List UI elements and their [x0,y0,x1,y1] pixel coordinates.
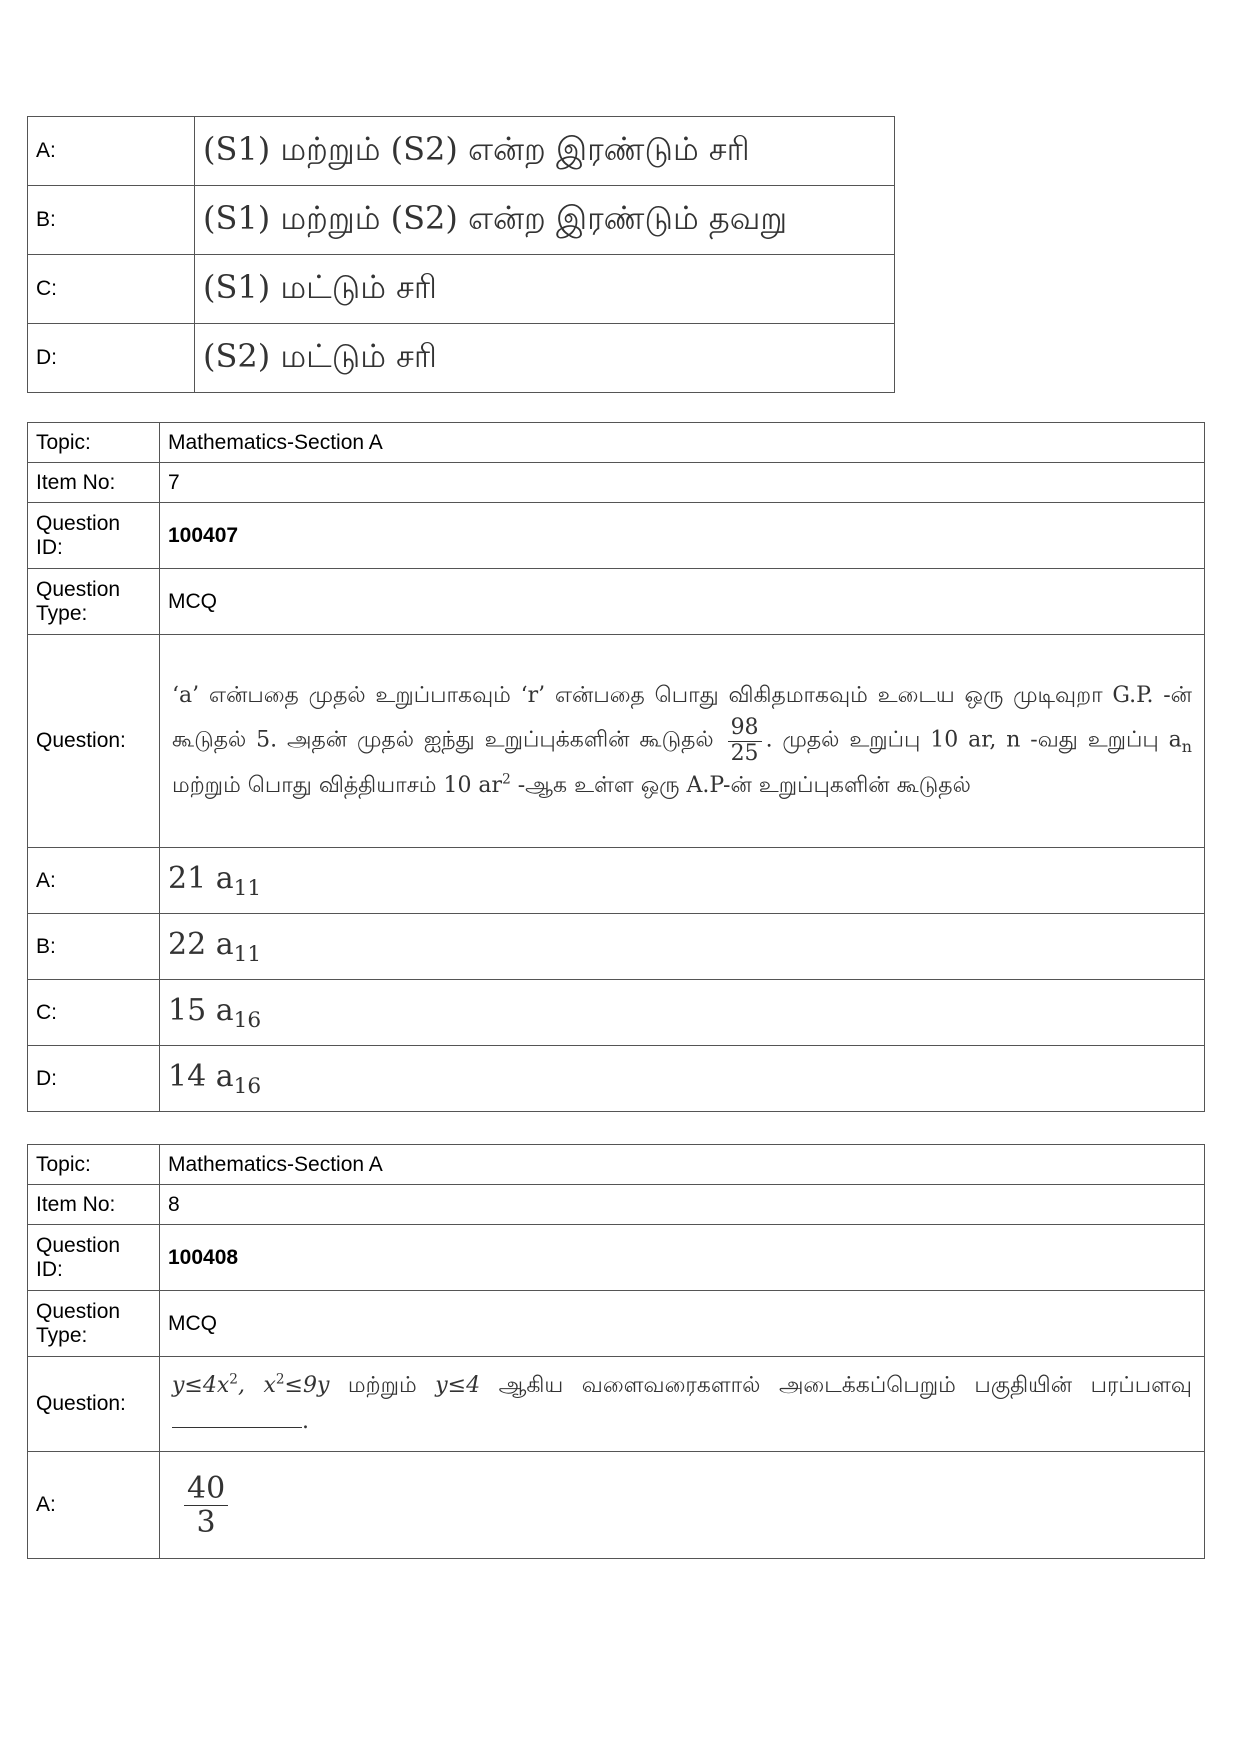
option-text: (S1) மற்றும் (S2) என்ற இரண்டும் தவறு [195,186,895,255]
option-label: C: [28,980,160,1046]
option-text: (S2) மட்டும் சரி [195,324,895,393]
subscript: n [1181,737,1192,757]
fraction [728,716,762,765]
option-text: (S1) மட்டும் சரி [195,255,895,324]
option-value [160,848,1205,914]
option-variable: a [215,926,234,962]
question-label: Question: [28,1357,160,1452]
question-part: ‘a’ என்பதை முதல் உறுப்பாகவும் ‘r’ என்பதை பொது விகிதமாகவும் உடைய ஒரு முடிவுறா G.P. -ன் கூடுதல் 5. அதன் முதல் ஐந்து உறுப்புக்களின் கூடுதல் [172,682,1192,753]
option-row-a [28,1452,1205,1559]
item-row [28,1185,1205,1225]
fraction-numerator: 40 [184,1472,228,1506]
topic-value: Mathematics-Section A [160,1145,1205,1185]
question-part: மற்றும் [329,1372,436,1398]
option-variable: a [215,992,234,1028]
math-expression: ≤9y [284,1372,330,1398]
question-type-value: MCQ [160,569,1205,635]
question-part: -ஆக உள்ள ஒரு A.P-ன் உறுப்புகளின் கூடுதல் [510,772,971,798]
topic-value: Mathematics-Section A [160,423,1205,463]
math-expression: , x [237,1372,276,1398]
option-value [160,980,1205,1046]
item-value: 8 [160,1185,1205,1225]
option-label: A: [28,1452,160,1559]
option-value [160,914,1205,980]
question-id-value: 100408 [160,1225,1205,1291]
topic-label: Topic: [28,1145,160,1185]
option-value [160,1046,1205,1112]
math-expression: y≤4x [172,1372,230,1398]
fraction [184,1472,228,1539]
question-id-label: Question ID: [28,503,160,569]
answer-blank [172,1426,302,1428]
option-label: A: [28,117,195,186]
option-label: A: [28,848,160,914]
question-id-row [28,503,1205,569]
option-text: (S1) மற்றும் (S2) என்ற இரண்டும் சரி [195,117,895,186]
question-part: . [302,1409,309,1434]
question-row [28,1357,1205,1452]
option-coefficient: 21 [168,860,207,896]
topic-row [28,1145,1205,1185]
question-text [160,635,1205,848]
question-type-row [28,569,1205,635]
option-coefficient: 15 [168,992,207,1028]
fraction-denominator: 3 [196,1504,216,1540]
question-type-value: MCQ [160,1291,1205,1357]
question-type-label: Question Type: [28,1291,160,1357]
option-row-b [28,914,1205,980]
option-value [160,1452,1205,1559]
option-subscript: 11 [233,941,262,967]
option-coefficient: 22 [168,926,207,962]
option-label: B: [28,914,160,980]
option-label: B: [28,186,195,255]
question-part: மற்றும் பொது வித்தியாசம் 10 ar [172,772,503,798]
option-row-b [28,186,895,255]
question-part: . முதல் உறுப்பு 10 ar, n -வது உறுப்பு a [765,728,1182,753]
option-subscript: 11 [233,875,262,901]
item-value: 7 [160,463,1205,503]
question-label: Question: [28,635,160,848]
question-id-label: Question ID: [28,1225,160,1291]
question-row [28,635,1205,848]
item-label: Item No: [28,463,160,503]
topic-row [28,423,1205,463]
topic-label: Topic: [28,423,160,463]
option-coefficient: 14 [168,1058,207,1094]
option-row-d [28,324,895,393]
superscript: 2 [502,771,511,788]
question-7-table [27,422,1205,1112]
question-type-label: Question Type: [28,569,160,635]
question-id-row [28,1225,1205,1291]
superscript: 2 [275,1371,285,1388]
question-id-value: 100407 [160,503,1205,569]
item-row [28,463,1205,503]
item-label: Item No: [28,1185,160,1225]
option-row-c [28,980,1205,1046]
superscript: 2 [229,1371,238,1388]
option-label: D: [28,1046,160,1112]
option-variable: a [215,1058,234,1094]
option-row-c [28,255,895,324]
option-subscript: 16 [233,1007,262,1033]
option-row-a [28,117,895,186]
option-row-a [28,848,1205,914]
question-8-table [27,1144,1205,1559]
question-part: ஆகிய வளைவரைகளால் அடைக்கப்பெறும் பகுதியின் பரப்பளவு [480,1372,1192,1398]
question-text [160,1357,1205,1452]
top-options-table [27,116,895,393]
fraction-numerator: 98 [728,716,762,741]
option-subscript: 16 [233,1073,262,1099]
fraction-denominator: 25 [730,740,759,766]
option-variable: a [215,860,234,896]
math-expression: y≤4 [435,1372,481,1398]
option-label: C: [28,255,195,324]
option-label: D: [28,324,195,393]
option-row-d [28,1046,1205,1112]
question-type-row [28,1291,1205,1357]
